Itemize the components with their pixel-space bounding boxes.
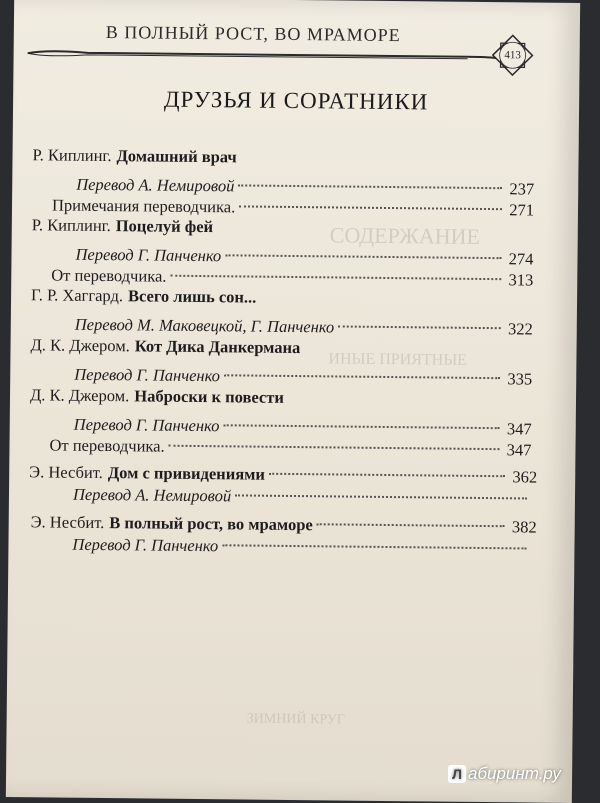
entry-page: 347 [506, 419, 532, 439]
entry-translator: Перевод Г. Панченко [73, 414, 220, 436]
entry-page: 362 [512, 467, 538, 487]
entry-translator: Перевод Г. Панченко [75, 244, 222, 266]
toc-entry-translator [75, 308, 533, 340]
entry-translator: Перевод А. Немировой [76, 174, 235, 196]
leader-dots [170, 255, 501, 280]
entry-page: 322 [507, 319, 533, 339]
show-through-text: ИНЫЕ ПРИЯТНЫЕ [328, 350, 468, 369]
entry-note: От переводчика. [49, 435, 165, 456]
entry-translator: Перевод М. Маковецкой, Г. Панченко [74, 314, 335, 337]
entry-title: Кот Дика Данкермана [134, 336, 301, 358]
running-header-title: В ПОЛНЫЙ РОСТ, ВО МРАМОРЕ [105, 22, 401, 46]
toc-entry-translator [74, 358, 532, 390]
entry-page: 274 [508, 249, 534, 269]
entry-page: 271 [509, 200, 535, 220]
entry-author: Р. Киплинг. [32, 145, 112, 166]
entry-page: 313 [508, 270, 534, 290]
entry-translator: Перевод Г. Панченко [72, 534, 219, 556]
entry-author: Д. К. Джером. [29, 385, 130, 406]
entry-page: 237 [509, 179, 535, 199]
entry-note: Примечания переводчика. [51, 195, 236, 217]
leader-dots [222, 524, 526, 549]
leader-dots [269, 453, 505, 477]
entry-title: Наброски к повести [134, 386, 284, 407]
entry-author: Э. Несбит. [29, 462, 103, 483]
entry-author: Д. К. Джером. [30, 335, 130, 356]
entry-note: От переводчика. [51, 265, 167, 286]
entry-page: 347 [506, 440, 532, 460]
entry-author: Г. Р. Хаггард. [30, 285, 124, 306]
leader-dots [239, 185, 502, 210]
entry-title: Всего лишь сон... [127, 286, 257, 307]
show-through-text: СОДЕРЖАНИЕ [329, 222, 481, 249]
leader-dots [338, 305, 501, 329]
page-number: 413 [504, 49, 521, 62]
entry-translator: Перевод А. Немировой [72, 484, 232, 506]
section-title: ДРУЗЬЯ И СОРАТНИКИ [163, 86, 429, 115]
leader-dots [224, 354, 500, 379]
entry-author: Э. Несбит. [30, 512, 105, 533]
leader-dots [317, 503, 505, 527]
watermark-text: абиринт.ру [468, 764, 561, 783]
toc-list [6, 0, 580, 803]
entry-title: Домашний врач [116, 146, 237, 167]
book-page [6, 0, 580, 803]
entry-author: Р. Киплинг. [31, 215, 111, 236]
entry-page: 382 [511, 517, 537, 537]
entry-title: В полный рост, во мраморе [109, 513, 313, 535]
entry-title: Дом с привидениями [107, 463, 266, 484]
toc-entry-translator [72, 528, 530, 560]
entry-page: 335 [507, 369, 533, 389]
labirint-logo-icon: Л [448, 765, 466, 783]
site-watermark [448, 764, 561, 784]
leader-dots [169, 425, 500, 450]
leader-dots [235, 474, 527, 499]
show-through-text: ЗИМНИЙ КРУГ [246, 711, 345, 728]
entry-title: Поцелуй фей [115, 216, 214, 237]
entry-translator: Перевод Г. Панченко [74, 364, 221, 386]
